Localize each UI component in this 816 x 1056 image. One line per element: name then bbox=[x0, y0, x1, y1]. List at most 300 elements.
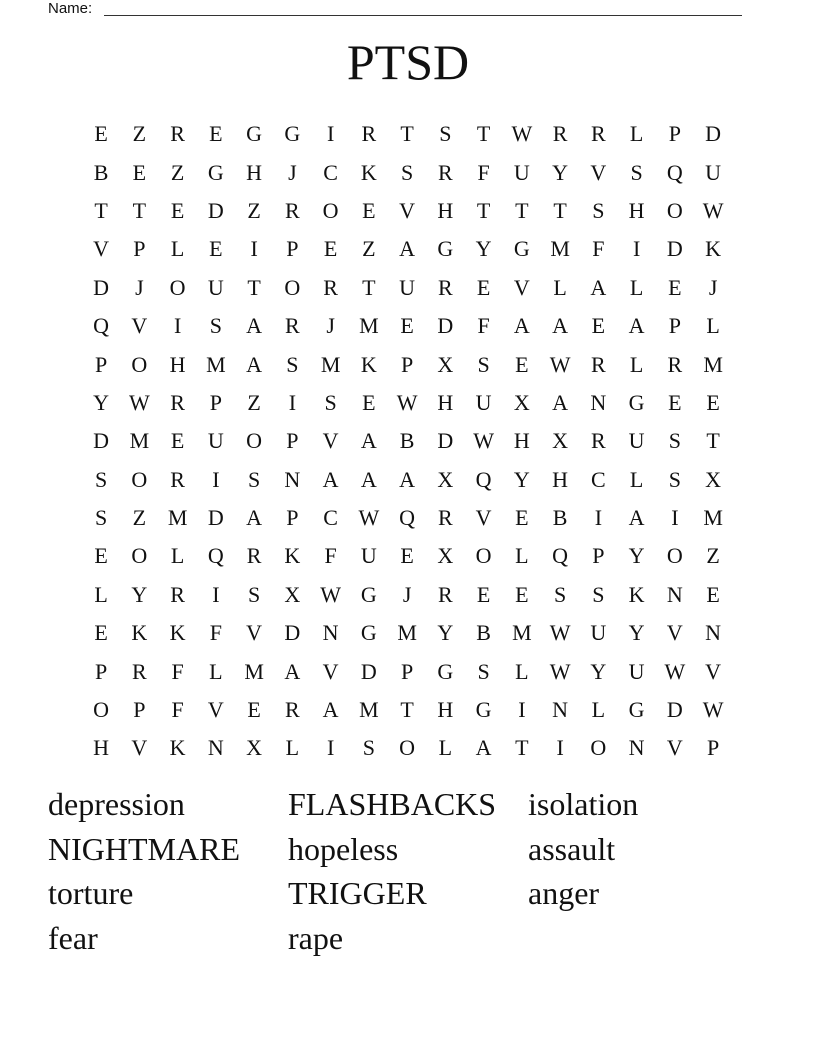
grid-letter[interactable]: E bbox=[247, 697, 261, 723]
grid-letter[interactable]: E bbox=[515, 581, 529, 607]
grid-letter[interactable]: R bbox=[170, 389, 185, 415]
grid-letter[interactable]: X bbox=[437, 351, 454, 377]
grid-letter[interactable]: Y bbox=[93, 389, 110, 415]
grid-letter[interactable]: S bbox=[248, 581, 261, 607]
grid-letter[interactable]: T bbox=[553, 197, 567, 223]
grid-letter[interactable]: G bbox=[207, 159, 224, 185]
grid-letter[interactable]: I bbox=[556, 735, 564, 761]
grid-letter[interactable]: Y bbox=[475, 236, 492, 262]
grid-letter[interactable]: E bbox=[515, 351, 529, 377]
grid-letter[interactable]: V bbox=[322, 428, 339, 454]
grid-letter[interactable]: D bbox=[437, 428, 454, 454]
grid-letter[interactable]: W bbox=[702, 197, 724, 223]
grid-letter[interactable]: S bbox=[95, 505, 108, 531]
grid-letter[interactable]: A bbox=[246, 505, 263, 531]
grid-letter[interactable]: O bbox=[93, 697, 110, 723]
grid-letter[interactable]: U bbox=[513, 159, 530, 185]
grid-letter[interactable]: M bbox=[167, 505, 188, 531]
grid-letter[interactable]: I bbox=[518, 697, 526, 723]
grid-letter[interactable]: G bbox=[284, 121, 301, 147]
grid-letter[interactable]: I bbox=[594, 505, 603, 531]
grid-letter[interactable]: H bbox=[552, 466, 569, 492]
grid-letter[interactable]: Y bbox=[131, 581, 148, 607]
grid-letter[interactable]: H bbox=[437, 389, 454, 415]
grid-letter[interactable]: P bbox=[401, 351, 414, 377]
grid-letter[interactable]: S bbox=[592, 581, 605, 607]
grid-letter[interactable]: N bbox=[207, 735, 224, 761]
grid-letter[interactable]: H bbox=[169, 351, 186, 377]
grid-letter[interactable]: Z bbox=[247, 389, 261, 415]
grid-letter[interactable]: D bbox=[207, 197, 224, 223]
grid-letter[interactable]: Q bbox=[399, 505, 416, 531]
grid-letter[interactable]: I bbox=[173, 313, 182, 339]
grid-letter[interactable]: A bbox=[475, 735, 492, 761]
grid-letter[interactable]: N bbox=[628, 735, 645, 761]
grid-letter[interactable]: U bbox=[207, 274, 224, 300]
grid-letter[interactable]: S bbox=[439, 121, 452, 147]
grid-letter[interactable]: D bbox=[705, 121, 722, 147]
grid-letter[interactable]: D bbox=[437, 313, 454, 339]
grid-letter[interactable]: T bbox=[247, 274, 261, 300]
grid-letter[interactable]: B bbox=[399, 428, 415, 454]
grid-letter[interactable]: V bbox=[399, 197, 416, 223]
grid-letter[interactable]: P bbox=[133, 697, 146, 723]
grid-letter[interactable]: R bbox=[285, 197, 300, 223]
grid-letter[interactable]: O bbox=[246, 428, 263, 454]
grid-letter[interactable]: A bbox=[246, 351, 263, 377]
grid-letter[interactable]: N bbox=[552, 697, 569, 723]
grid-letter[interactable]: P bbox=[401, 658, 414, 684]
grid-letter[interactable]: T bbox=[400, 697, 414, 723]
grid-letter[interactable]: A bbox=[322, 697, 339, 723]
grid-letter[interactable]: U bbox=[590, 620, 607, 646]
grid-letter[interactable]: V bbox=[475, 505, 492, 531]
grid-letter[interactable]: L bbox=[706, 313, 720, 339]
grid-letter[interactable]: P bbox=[95, 658, 108, 684]
word-list-item: NIGHTMARE bbox=[48, 830, 240, 867]
grid-letter[interactable]: N bbox=[322, 620, 339, 646]
grid-letter[interactable]: D bbox=[93, 428, 110, 454]
grid-letter[interactable]: L bbox=[285, 735, 300, 761]
grid-letter[interactable]: Y bbox=[513, 466, 530, 492]
grid-letter[interactable]: F bbox=[171, 658, 184, 684]
word-list-item: isolation bbox=[528, 786, 639, 822]
grid-letter[interactable]: R bbox=[170, 121, 185, 147]
grid-letter[interactable]: R bbox=[438, 274, 453, 300]
grid-letter[interactable]: V bbox=[666, 620, 683, 646]
grid-letter[interactable]: V bbox=[513, 274, 530, 300]
grid-letter[interactable]: Q bbox=[475, 466, 492, 492]
grid-letter[interactable]: Z bbox=[132, 505, 147, 531]
grid-letter[interactable]: K bbox=[169, 735, 186, 761]
grid-letter[interactable]: A bbox=[360, 466, 377, 492]
grid-letter[interactable]: O bbox=[131, 543, 148, 569]
grid-letter[interactable]: S bbox=[95, 466, 108, 492]
grid-letter[interactable]: F bbox=[477, 313, 490, 339]
grid-letter[interactable]: T bbox=[706, 428, 720, 454]
grid-letter[interactable]: R bbox=[438, 505, 453, 531]
grid-letter[interactable]: R bbox=[132, 658, 147, 684]
grid-letter[interactable]: L bbox=[629, 274, 644, 300]
grid-letter[interactable]: X bbox=[437, 466, 454, 492]
grid-letter[interactable]: W bbox=[320, 581, 341, 607]
grid-letter[interactable]: A bbox=[322, 466, 339, 492]
grid-letter[interactable]: Y bbox=[437, 620, 454, 646]
grid-letter[interactable]: A bbox=[513, 313, 530, 339]
grid-letter[interactable]: P bbox=[707, 735, 720, 761]
grid-letter[interactable]: M bbox=[512, 620, 532, 646]
grid-letter[interactable]: S bbox=[477, 351, 490, 377]
grid-letter[interactable]: S bbox=[209, 313, 222, 339]
grid-letter[interactable]: W bbox=[549, 620, 571, 646]
grid-letter[interactable]: B bbox=[552, 505, 568, 531]
grid-letter[interactable]: L bbox=[170, 236, 185, 262]
grid-letter[interactable]: O bbox=[284, 274, 301, 300]
grid-letter[interactable]: S bbox=[554, 581, 567, 607]
grid-letter[interactable]: K bbox=[284, 543, 301, 569]
grid-letter[interactable]: Z bbox=[247, 197, 261, 223]
grid-letter[interactable]: A bbox=[628, 313, 645, 339]
word-list-item: torture bbox=[48, 875, 134, 911]
grid-letter[interactable]: U bbox=[705, 159, 722, 185]
grid-letter[interactable]: P bbox=[95, 351, 108, 377]
grid-letter[interactable]: A bbox=[590, 274, 607, 300]
grid-letter[interactable]: A bbox=[399, 236, 416, 262]
grid-letter[interactable]: U bbox=[475, 389, 492, 415]
grid-letter[interactable]: O bbox=[131, 351, 148, 377]
grid-letter[interactable]: O bbox=[131, 466, 148, 492]
grid-letter[interactable]: B bbox=[476, 620, 491, 646]
grid-letter[interactable]: R bbox=[552, 121, 568, 147]
grid-letter[interactable]: V bbox=[322, 658, 339, 684]
grid-letter[interactable]: D bbox=[666, 236, 683, 262]
grid-letter[interactable]: Y bbox=[628, 543, 645, 569]
grid-letter[interactable]: J bbox=[708, 274, 718, 300]
grid-letter[interactable]: R bbox=[361, 121, 377, 147]
grid-letter[interactable]: I bbox=[250, 236, 258, 262]
grid-letter[interactable]: E bbox=[515, 505, 529, 531]
grid-letter[interactable]: D bbox=[207, 505, 224, 531]
grid-letter[interactable]: M bbox=[129, 428, 150, 454]
grid-letter[interactable]: U bbox=[399, 274, 416, 300]
page-title: PTSD bbox=[346, 34, 470, 90]
grid-letter[interactable]: G bbox=[246, 121, 263, 147]
grid-letter[interactable]: F bbox=[477, 159, 490, 185]
grid-letter[interactable]: I bbox=[671, 505, 679, 531]
grid-letter[interactable]: S bbox=[630, 159, 643, 185]
grid-letter[interactable]: K bbox=[169, 620, 186, 646]
grid-letter[interactable]: O bbox=[666, 197, 683, 223]
word-list-item: hopeless bbox=[288, 830, 399, 867]
grid-letter[interactable]: S bbox=[286, 351, 299, 377]
grid-letter[interactable]: Q bbox=[552, 543, 569, 569]
grid-letter[interactable]: C bbox=[591, 466, 606, 492]
grid-letter[interactable]: X bbox=[705, 466, 722, 492]
grid-letter[interactable]: D bbox=[360, 658, 377, 684]
grid-letter[interactable]: U bbox=[628, 658, 645, 684]
grid-letter[interactable]: M bbox=[320, 351, 341, 377]
grid-letter[interactable]: M bbox=[359, 313, 379, 339]
grid-letter[interactable]: N bbox=[666, 581, 683, 607]
grid-letter[interactable]: L bbox=[94, 581, 108, 607]
grid-letter[interactable]: H bbox=[437, 197, 454, 223]
grid-letter[interactable]: E bbox=[94, 121, 108, 147]
grid-letter[interactable]: R bbox=[323, 274, 338, 300]
grid-letter[interactable]: N bbox=[705, 620, 722, 646]
grid-letter[interactable]: L bbox=[209, 658, 223, 684]
grid-letter[interactable]: S bbox=[401, 159, 414, 185]
grid-letter[interactable]: Q bbox=[93, 313, 110, 339]
grid-letter[interactable]: A bbox=[628, 505, 645, 531]
grid-letter[interactable]: R bbox=[591, 351, 606, 377]
grid-letter[interactable]: X bbox=[246, 735, 263, 761]
grid-letter[interactable]: L bbox=[515, 658, 529, 684]
grid-letter[interactable]: E bbox=[591, 313, 606, 339]
letter-grid bbox=[82, 115, 732, 768]
word-list bbox=[48, 782, 768, 960]
grid-letter[interactable]: R bbox=[170, 466, 185, 492]
grid-letter[interactable]: A bbox=[552, 313, 569, 339]
grid-letter[interactable]: V bbox=[590, 159, 607, 185]
grid-letter[interactable]: E bbox=[400, 313, 414, 339]
grid-letter[interactable]: M bbox=[703, 351, 723, 377]
grid-letter[interactable]: G bbox=[360, 620, 377, 646]
grid-letter[interactable]: W bbox=[702, 697, 724, 723]
grid-letter[interactable]: E bbox=[362, 197, 376, 223]
grid-letter[interactable]: C bbox=[323, 159, 338, 185]
grid-letter[interactable]: H bbox=[513, 428, 530, 454]
grid-letter[interactable]: G bbox=[628, 389, 645, 415]
grid-letter[interactable]: W bbox=[664, 658, 686, 684]
grid-letter[interactable]: Q bbox=[666, 159, 683, 185]
grid-letter[interactable]: K bbox=[705, 236, 722, 262]
grid-letter[interactable]: R bbox=[285, 697, 300, 723]
grid-letter[interactable]: L bbox=[629, 351, 644, 377]
grid-letter[interactable]: W bbox=[358, 505, 380, 531]
grid-letter[interactable]: T bbox=[515, 735, 529, 761]
grid-letter[interactable]: W bbox=[128, 389, 150, 415]
grid-letter[interactable]: T bbox=[476, 197, 491, 223]
name-field-line[interactable] bbox=[104, 15, 742, 16]
grid-letter[interactable]: M bbox=[244, 658, 264, 684]
word-list-item: anger bbox=[528, 875, 600, 911]
grid-letter[interactable]: R bbox=[667, 351, 683, 377]
grid-letter[interactable]: S bbox=[592, 197, 605, 223]
grid-letter[interactable]: R bbox=[591, 121, 606, 147]
grid-letter[interactable]: E bbox=[706, 389, 720, 415]
grid-letter[interactable]: I bbox=[288, 389, 297, 415]
grid-letter[interactable]: E bbox=[94, 620, 108, 646]
grid-letter[interactable]: E bbox=[323, 236, 338, 262]
grid-letter[interactable]: P bbox=[286, 428, 299, 454]
grid-letter[interactable]: R bbox=[170, 581, 185, 607]
word-list-item: TRIGGER bbox=[288, 875, 427, 911]
grid-letter[interactable]: O bbox=[475, 543, 492, 569]
grid-letter[interactable]: G bbox=[628, 697, 645, 723]
grid-letter[interactable]: M bbox=[703, 505, 723, 531]
grid-letter[interactable]: E bbox=[668, 274, 682, 300]
grid-letter[interactable]: A bbox=[284, 658, 301, 684]
grid-letter[interactable]: W bbox=[549, 351, 571, 377]
grid-letter[interactable]: C bbox=[323, 505, 338, 531]
grid-letter[interactable]: T bbox=[94, 197, 108, 223]
grid-letter[interactable]: Z bbox=[132, 121, 147, 147]
grid-letter[interactable]: I bbox=[632, 236, 641, 262]
grid-letter[interactable]: O bbox=[399, 735, 416, 761]
grid-letter[interactable]: L bbox=[170, 543, 185, 569]
grid-letter[interactable]: Z bbox=[170, 159, 185, 185]
word-list-item: rape bbox=[288, 919, 344, 956]
grid-letter[interactable]: H bbox=[628, 197, 645, 223]
grid-letter[interactable]: L bbox=[515, 543, 529, 569]
grid-letter[interactable]: E bbox=[170, 428, 185, 454]
grid-letter[interactable]: W bbox=[511, 121, 533, 147]
grid-letter[interactable]: S bbox=[324, 389, 337, 415]
grid-letter[interactable]: I bbox=[212, 581, 220, 607]
grid-letter[interactable]: F bbox=[171, 697, 184, 723]
grid-letter[interactable]: K bbox=[131, 620, 148, 646]
grid-letter[interactable]: M bbox=[397, 620, 417, 646]
grid-letter[interactable]: V bbox=[131, 313, 148, 339]
grid-letter[interactable]: T bbox=[132, 197, 147, 223]
grid-letter[interactable]: E bbox=[476, 274, 491, 300]
grid-letter[interactable]: X bbox=[552, 428, 569, 454]
grid-letter[interactable]: E bbox=[476, 581, 491, 607]
grid-letter[interactable]: Z bbox=[362, 236, 376, 262]
grid-letter[interactable]: W bbox=[473, 428, 494, 454]
grid-letter[interactable]: R bbox=[591, 428, 606, 454]
grid-letter[interactable]: L bbox=[591, 697, 606, 723]
grid-letter[interactable]: N bbox=[590, 389, 607, 415]
grid-letter[interactable]: G bbox=[437, 236, 454, 262]
grid-letter[interactable]: P bbox=[668, 121, 681, 147]
grid-letter[interactable]: V bbox=[131, 735, 148, 761]
grid-letter[interactable]: K bbox=[360, 159, 377, 185]
grid-letter[interactable]: U bbox=[360, 543, 377, 569]
grid-letter[interactable]: J bbox=[135, 274, 144, 300]
grid-letter[interactable]: P bbox=[668, 313, 681, 339]
grid-letter[interactable]: E bbox=[209, 236, 223, 262]
grid-letter[interactable]: F bbox=[209, 620, 222, 646]
grid-letter[interactable]: E bbox=[400, 543, 414, 569]
grid-letter[interactable]: R bbox=[438, 581, 453, 607]
grid-letter[interactable]: Y bbox=[552, 159, 569, 185]
grid-letter[interactable]: I bbox=[212, 466, 220, 492]
grid-letter[interactable]: K bbox=[628, 581, 645, 607]
grid-letter[interactable]: A bbox=[246, 313, 263, 339]
grid-letter[interactable]: O bbox=[322, 197, 339, 223]
grid-letter[interactable]: W bbox=[396, 389, 418, 415]
grid-letter[interactable]: X bbox=[284, 581, 301, 607]
grid-letter[interactable]: I bbox=[326, 735, 335, 761]
grid-letter[interactable]: T bbox=[515, 197, 529, 223]
grid-letter[interactable]: O bbox=[169, 274, 186, 300]
grid-letter[interactable]: V bbox=[93, 236, 110, 262]
grid-letter[interactable]: O bbox=[590, 735, 607, 761]
grid-letter[interactable]: V bbox=[207, 697, 224, 723]
grid-letter[interactable]: D bbox=[284, 620, 301, 646]
grid-letter[interactable]: P bbox=[209, 389, 222, 415]
grid-letter[interactable]: V bbox=[246, 620, 263, 646]
grid-letter[interactable]: H bbox=[246, 159, 263, 185]
grid-letter[interactable]: M bbox=[550, 236, 570, 262]
grid-letter[interactable]: X bbox=[437, 543, 454, 569]
grid-letter[interactable]: R bbox=[285, 313, 300, 339]
grid-letter[interactable]: P bbox=[286, 236, 299, 262]
grid-letter[interactable]: B bbox=[93, 159, 109, 185]
grid-letter[interactable]: R bbox=[246, 543, 262, 569]
grid-letter[interactable]: Y bbox=[590, 658, 607, 684]
grid-letter[interactable]: L bbox=[629, 466, 644, 492]
grid-letter[interactable]: G bbox=[360, 581, 377, 607]
grid-letter[interactable]: T bbox=[362, 274, 376, 300]
grid-letter[interactable]: T bbox=[400, 121, 414, 147]
grid-letter[interactable]: G bbox=[475, 697, 492, 723]
grid-letter[interactable]: J bbox=[326, 313, 335, 339]
grid-letter[interactable]: D bbox=[93, 274, 110, 300]
grid-letter[interactable]: Y bbox=[628, 620, 645, 646]
grid-letter[interactable]: J bbox=[288, 159, 297, 185]
grid-letter[interactable]: Z bbox=[706, 543, 720, 569]
grid-letter[interactable]: E bbox=[706, 581, 720, 607]
grid-letter[interactable]: S bbox=[668, 428, 681, 454]
grid-letter[interactable]: L bbox=[553, 274, 567, 300]
grid-letter[interactable]: I bbox=[326, 121, 335, 147]
grid-letter[interactable]: E bbox=[362, 389, 376, 415]
grid-letter[interactable]: A bbox=[399, 466, 416, 492]
grid-letter[interactable]: P bbox=[286, 505, 299, 531]
grid-letter[interactable]: S bbox=[248, 466, 261, 492]
grid-letter[interactable]: N bbox=[284, 466, 301, 492]
grid-letter[interactable]: E bbox=[132, 159, 147, 185]
grid-letter[interactable]: V bbox=[666, 735, 683, 761]
grid-letter[interactable]: F bbox=[592, 236, 605, 262]
grid-letter[interactable]: A bbox=[552, 389, 569, 415]
grid-letter[interactable]: V bbox=[705, 658, 722, 684]
grid-letter[interactable]: L bbox=[438, 735, 453, 761]
grid-letter[interactable]: G bbox=[437, 658, 454, 684]
grid-letter[interactable]: E bbox=[668, 389, 682, 415]
grid-letter[interactable]: U bbox=[628, 428, 645, 454]
grid-letter[interactable]: F bbox=[324, 543, 337, 569]
grid-letter[interactable]: S bbox=[362, 735, 375, 761]
grid-letter[interactable]: D bbox=[666, 697, 683, 723]
grid-letter[interactable]: U bbox=[207, 428, 224, 454]
grid-letter[interactable]: E bbox=[170, 197, 185, 223]
grid-letter[interactable]: M bbox=[359, 697, 379, 723]
grid-letter[interactable]: X bbox=[513, 389, 530, 415]
grid-letter[interactable]: T bbox=[476, 121, 491, 147]
grid-letter[interactable]: S bbox=[668, 466, 681, 492]
grid-letter[interactable]: J bbox=[402, 581, 412, 607]
grid-letter[interactable]: W bbox=[549, 658, 571, 684]
grid-letter[interactable]: H bbox=[437, 697, 454, 723]
grid-letter[interactable]: L bbox=[629, 121, 644, 147]
grid-letter[interactable]: S bbox=[477, 658, 490, 684]
grid-letter[interactable]: K bbox=[360, 351, 377, 377]
grid-letter[interactable]: P bbox=[133, 236, 146, 262]
grid-letter[interactable]: Q bbox=[207, 543, 224, 569]
grid-letter[interactable]: E bbox=[209, 121, 223, 147]
grid-letter[interactable]: O bbox=[666, 543, 683, 569]
grid-letter[interactable]: E bbox=[94, 543, 108, 569]
grid-letter[interactable]: R bbox=[438, 159, 453, 185]
grid-letter[interactable]: G bbox=[513, 236, 530, 262]
grid-letter[interactable]: H bbox=[93, 735, 110, 761]
grid-letter[interactable]: M bbox=[206, 351, 226, 377]
grid-letter[interactable]: P bbox=[592, 543, 605, 569]
grid-letter[interactable]: A bbox=[360, 428, 377, 454]
